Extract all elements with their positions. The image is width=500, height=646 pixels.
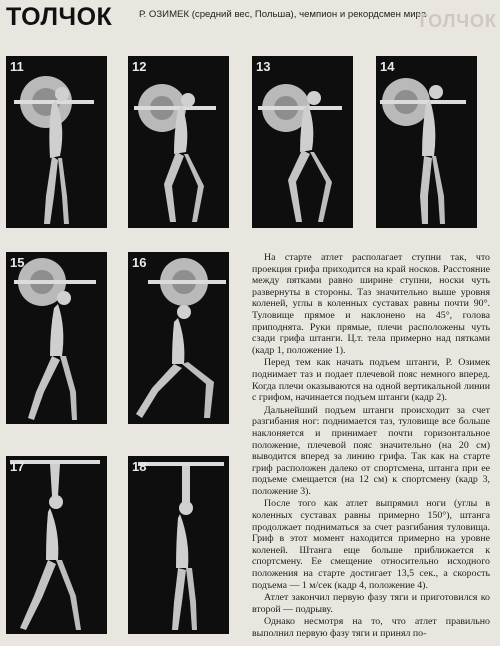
bleed-through-title: ТОЛЧОК <box>416 11 497 31</box>
photo-frame-14 <box>376 56 477 228</box>
frame-number: 15 <box>10 255 25 270</box>
frame-number: 12 <box>132 59 147 74</box>
frame-number: 16 <box>132 255 147 270</box>
frame-number: 13 <box>256 59 271 74</box>
frame-number: 14 <box>380 59 395 74</box>
lifter-figure-icon <box>376 56 477 228</box>
frame-number: 18 <box>132 459 147 474</box>
photo-frame-13 <box>252 56 353 228</box>
lifter-figure-icon <box>6 56 107 228</box>
photo-frame-18 <box>128 456 229 634</box>
frame-number: 17 <box>10 459 25 474</box>
lifter-figure-icon <box>128 252 229 424</box>
lifter-figure-icon <box>252 56 353 228</box>
photo-frame-16 <box>128 252 229 424</box>
lifter-figure-icon <box>128 456 229 634</box>
lifter-figure-icon <box>6 456 107 634</box>
frame-number: 11 <box>10 59 24 74</box>
article-paragraph: Дальнейший подъем штанги происходит за счет разгибания ног: поднимается таз, туловище все больше наклоняется и принимает почти горизонтальное положение, плечевой пояс значительно (на 20 см) выводится вперед за линию грифа. Так как на старте гриф расположен далеко от спортсмена, штанга при ее подъеме смещается (на 12 см) к спортсмену (кадр 3, положение 3). <box>252 404 490 497</box>
article-paragraph: Атлет закончил первую фазу тяги и приготовился ко второй — подрыву. <box>252 592 490 615</box>
page-title: ТОЛЧОК <box>6 3 113 31</box>
article-paragraph: После того как атлет выпрямил ноги (углы в коленных суставах равны примерно 150°), штанга продолжает подниматься за счет разгибания туловища. Гриф в этот момент находится примерно на уровне коленей. Штанга еще больше приближается к спортсмену. Ее смещение относительно исходного положения на старте достигает 13,5 сек., а скорость подъема — 1 м/сек (кадр 4, положение 4). <box>252 498 490 591</box>
article-paragraph: На старте атлет располагает ступни так, что проекция грифа приходится на край носков. Расстояние между пятками равно ширине ступни, носки чуть развернуты в стороны. Таз значительно выше уровня коленей, углы в коленных суставах равны почти 90°. Туловище прямое и наклонено на 45°, голова приподнята. Руки прямые, плечи расположены чуть сзади грифа штанги. Ц.т. тела примерно над пятками (кадр 1, положение 1). <box>252 252 490 356</box>
photo-frame-15 <box>6 252 107 424</box>
article-paragraph: Однако несмотря на то, что атлет правильно выполнил первую фазу тяги и принял по- <box>252 616 490 639</box>
photo-frame-17 <box>6 456 107 634</box>
article-text <box>252 252 490 641</box>
photo-frame-12 <box>128 56 229 228</box>
photo-frame-11 <box>6 56 107 228</box>
athlete-caption: Р. ОЗИМЕК (средний вес, Польша), чемпион и рекордсмен мира <box>139 9 427 20</box>
lifter-figure-icon <box>128 56 229 228</box>
article-paragraph: Перед тем как начать подъем штанги, Р. Озимек поднимает таз и подает плечевой пояс немного вперед. Когда плечи оказываются на одной вертикальной линии с грифом, начинается подъем штанги (кадр 2). <box>252 357 490 404</box>
lifter-figure-icon <box>6 252 107 424</box>
